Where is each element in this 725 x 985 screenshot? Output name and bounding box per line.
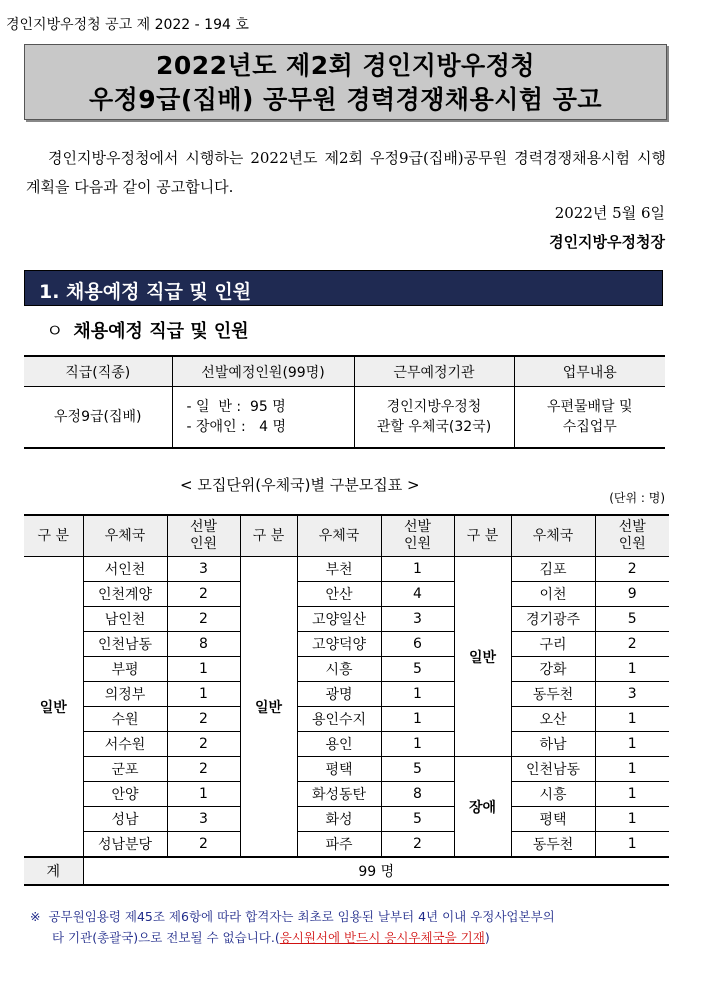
- office-count: 2: [167, 832, 240, 858]
- footnote-line-2: [30, 927, 680, 948]
- table-row: [24, 832, 669, 858]
- header-count: [381, 515, 454, 557]
- office-name: 하남: [511, 732, 595, 757]
- office-count: 1: [595, 832, 669, 858]
- office-count: 2: [595, 632, 669, 657]
- group-label-general: 일반: [454, 557, 511, 757]
- quota-disabled: - 장애인 : 4 명: [186, 419, 286, 435]
- office-name: 용인: [297, 732, 381, 757]
- footnote-highlight: 응시원서에 반드시 응시우체국을 기재: [279, 930, 485, 945]
- office-name: 광명: [297, 682, 381, 707]
- agency-line-1: 경인지방우정청: [386, 399, 482, 415]
- group-label-general: 일반: [24, 557, 83, 858]
- title-line-2: 우정9급(집배) 공무원 경력경쟁채용시험 공고: [88, 85, 603, 114]
- office-count: 1: [595, 657, 669, 682]
- office-name: 부천: [297, 557, 381, 582]
- header-category: 구 분: [24, 515, 83, 557]
- office-name: 평택: [511, 807, 595, 832]
- position-table-row: [24, 387, 665, 449]
- intro-paragraph: [26, 144, 666, 202]
- office-name: 남인천: [83, 607, 167, 632]
- table-row: [24, 632, 669, 657]
- footnote-text-3: ): [484, 930, 490, 945]
- sub-heading-text: 채용예정 직급 및 인원: [73, 321, 249, 342]
- office-count: 1: [595, 807, 669, 832]
- office-name: 안양: [83, 782, 167, 807]
- footnote-line-1: [30, 906, 680, 927]
- sub-heading: [46, 317, 249, 343]
- duty-line-1: 우편물배달 및: [546, 399, 633, 415]
- office-count: 3: [595, 682, 669, 707]
- office-name: 동두천: [511, 682, 595, 707]
- office-count: 3: [381, 607, 454, 632]
- office-name: 화성: [297, 807, 381, 832]
- total-label: 계: [24, 857, 83, 885]
- position-table-header: [24, 356, 665, 387]
- office-name: 시흥: [511, 782, 595, 807]
- office-name: 강화: [511, 657, 595, 682]
- title-box: [24, 44, 667, 120]
- office-name: 고양덕양: [297, 632, 381, 657]
- header-quota: 선발예정인원(99명): [172, 356, 354, 387]
- bullet-icon: ㅇ: [46, 321, 64, 342]
- agency-line-2: 관할 우체국(32국): [376, 419, 492, 435]
- office-name: 인천남동: [83, 632, 167, 657]
- notice-number: 경인지방우정청 공고 제 2022 - 194 호: [6, 17, 249, 33]
- office-name: 파주: [297, 832, 381, 858]
- office-count: 1: [167, 682, 240, 707]
- office-count: 4: [381, 582, 454, 607]
- office-count: 1: [381, 682, 454, 707]
- office-count: 1: [595, 782, 669, 807]
- header-count-line2: 인원: [618, 536, 646, 552]
- office-count: 2: [167, 757, 240, 782]
- office-name: 화성동탄: [297, 782, 381, 807]
- office-name: 시흥: [297, 657, 381, 682]
- header-agency: 근무예정기관: [354, 356, 514, 387]
- office-name: 의정부: [83, 682, 167, 707]
- header-category: 구 분: [240, 515, 297, 557]
- office-name: 오산: [511, 707, 595, 732]
- table-row: [24, 807, 669, 832]
- header-count-line2: 인원: [189, 536, 218, 552]
- office-count: 1: [167, 782, 240, 807]
- office-count: 1: [167, 657, 240, 682]
- quota-general: - 일 반 : 95 명: [186, 399, 286, 415]
- office-count: 5: [595, 607, 669, 632]
- office-name: 군포: [83, 757, 167, 782]
- title-line-1: 2022년도 제2회 경인지방우정청: [155, 51, 536, 80]
- office-name: 구리: [511, 632, 595, 657]
- section-1-title: 1. 채용예정 직급 및 인원: [39, 281, 252, 303]
- office-name: 용인수지: [297, 707, 381, 732]
- total-value: 99 명: [83, 857, 669, 885]
- table-row: [24, 657, 669, 682]
- notice-date: 2022년 5월 6일: [554, 204, 665, 222]
- agency-cell: [354, 387, 514, 449]
- office-name: 경기광주: [511, 607, 595, 632]
- footnote-text-2: 타 기관(총괄국)으로 전보될 수 없습니다.(: [52, 930, 280, 945]
- grade-cell: 우정9급(집배): [24, 387, 172, 449]
- office-count: 8: [167, 632, 240, 657]
- recruit-table-unit: (단위 : 명): [609, 491, 665, 505]
- office-count: 1: [595, 757, 669, 782]
- issuer: 경인지방우정청장: [549, 233, 665, 251]
- header-count-line2: 인원: [403, 536, 432, 552]
- table-row: [24, 682, 669, 707]
- office-count: 3: [167, 807, 240, 832]
- table-row: [24, 557, 669, 582]
- header-duty: 업무내용: [514, 356, 665, 387]
- office-count: 2: [595, 557, 669, 582]
- footnote: [30, 906, 680, 948]
- table-row: [24, 707, 669, 732]
- group-label-disabled: 장애: [454, 757, 511, 858]
- table-row: [24, 607, 669, 632]
- table-row: [24, 782, 669, 807]
- total-row: [24, 857, 669, 885]
- header-office: 우체국: [297, 515, 381, 557]
- office-count: 5: [381, 657, 454, 682]
- header-count-line1: 선발: [618, 519, 646, 535]
- office-name: 부평: [83, 657, 167, 682]
- office-name: 김포: [511, 557, 595, 582]
- table-row: [24, 582, 669, 607]
- header-count: [167, 515, 240, 557]
- office-count: 2: [381, 832, 454, 858]
- section-1-header: [24, 270, 663, 306]
- office-name: 고양일산: [297, 607, 381, 632]
- office-name: 안산: [297, 582, 381, 607]
- office-name: 동두천: [511, 832, 595, 858]
- office-count: 8: [381, 782, 454, 807]
- office-name: 평택: [297, 757, 381, 782]
- recruit-table-header: [24, 515, 669, 557]
- office-count: 1: [381, 557, 454, 582]
- office-name: 인천남동: [511, 757, 595, 782]
- office-name: 이천: [511, 582, 595, 607]
- quota-cell: [172, 387, 354, 449]
- intro-text: 경인지방우정청에서 시행하는 2022년도 제2회 우정9급(집배)공무원 경력경쟁채용시험 시행계획을 다음과 같이 공고합니다.: [26, 149, 666, 196]
- office-count: 1: [381, 732, 454, 757]
- header-count: [595, 515, 669, 557]
- office-name: 수원: [83, 707, 167, 732]
- header-category: 구 분: [454, 515, 511, 557]
- office-count: 2: [167, 732, 240, 757]
- recruit-table: [24, 514, 669, 886]
- header-count-line1: 선발: [403, 519, 432, 535]
- office-count: 2: [167, 607, 240, 632]
- office-name: 성남분당: [83, 832, 167, 858]
- table-row: [24, 757, 669, 782]
- office-count: 9: [595, 582, 669, 607]
- office-name: 서수원: [83, 732, 167, 757]
- office-count: 6: [381, 632, 454, 657]
- office-count: 5: [381, 807, 454, 832]
- table-row: [24, 732, 669, 757]
- header-grade: 직급(직종): [24, 356, 172, 387]
- header-office: 우체국: [511, 515, 595, 557]
- duty-cell: [514, 387, 665, 449]
- office-count: 1: [381, 707, 454, 732]
- office-name: 성남: [83, 807, 167, 832]
- group-label-general: 일반: [240, 557, 297, 858]
- office-count: 3: [167, 557, 240, 582]
- duty-line-2: 수집업무: [562, 419, 617, 435]
- office-count: 2: [167, 707, 240, 732]
- office-count: 1: [595, 732, 669, 757]
- footnote-text-1: 공무원임용령 제45조 제6항에 따라 합격자는 최초로 임용된 날부터 4년 이내 우정사업본부의: [48, 909, 555, 924]
- office-name: 인천계양: [83, 582, 167, 607]
- header-count-line1: 선발: [189, 519, 218, 535]
- footnote-mark: ※: [30, 909, 41, 924]
- header-office: 우체국: [83, 515, 167, 557]
- office-count: 2: [167, 582, 240, 607]
- office-count: 5: [381, 757, 454, 782]
- office-count: 1: [595, 707, 669, 732]
- office-name: 서인천: [83, 557, 167, 582]
- recruit-table-caption: < 모집단위(우체국)별 구분모집표 >: [180, 476, 420, 494]
- position-table: [24, 355, 665, 449]
